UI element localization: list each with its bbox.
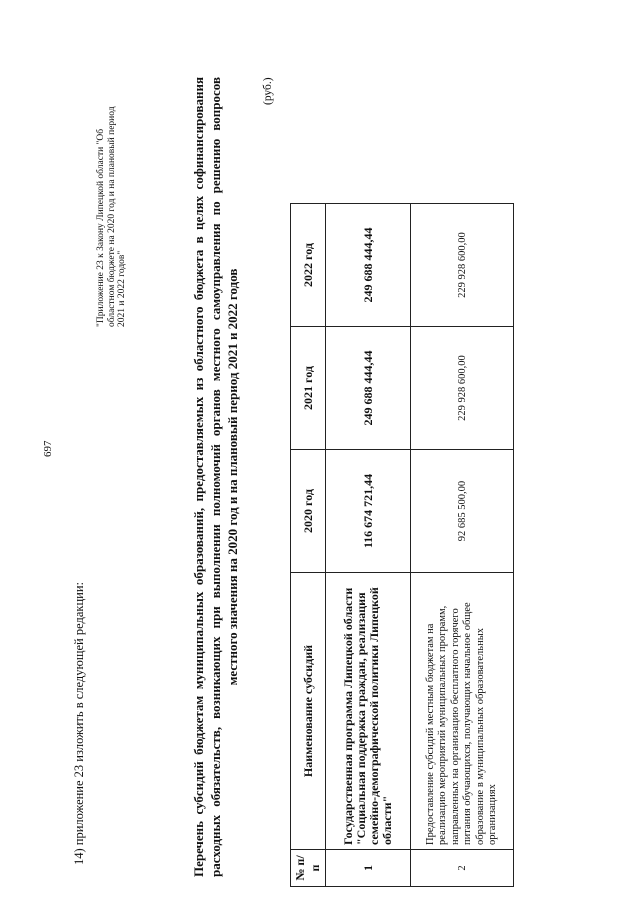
row-name: Государственная программа Липецкой области "Социальная поддержка граждан, реализация семейно-демографической политики Липецкой области"	[326, 573, 411, 850]
row-value-2021: 249 688 444,44	[326, 327, 411, 450]
row-value-2020: 92 685 500,00	[411, 450, 514, 573]
row-value-2021: 229 928 600,00	[411, 327, 514, 450]
header-2020: 2020 год	[291, 450, 326, 573]
subsidies-table	[290, 203, 514, 887]
header-name: Наименование субсидий	[291, 573, 326, 850]
row-value-2022: 249 688 444,44	[326, 204, 411, 327]
row-value-2022: 229 928 600,00	[411, 204, 514, 327]
document-title: Перечень субсидий бюджетам муниципальных образований, предоставляемых из областного бюджета в целях софинансирования расходных обязательств, возникающих при выполнении полномочий органов местного самоуправления по решению вопросов местного значения на 2020 год и на плановый период 2021 и 2022 годов	[191, 77, 240, 877]
row-value-2020: 116 674 721,44	[326, 450, 411, 573]
header-2022: 2022 год	[291, 204, 326, 327]
page-number: 697	[42, 440, 54, 457]
header-num: № п/п	[291, 850, 326, 887]
row-num: 1	[326, 850, 411, 887]
appendix-note: "Приложение 23 к Закону Липецкой области "Об областном бюджете на 2020 год и на плановый период 2021 и 2022 годов"	[96, 106, 127, 327]
intro-text: 14) приложение 23 изложить в следующей редакции:	[72, 582, 86, 865]
row-name: Предоставление субсидий местным бюджетам на реализацию мероприятий муниципальных программ, направленных на организацию бесплатного горячего питания обучающихся, получающих начальное общее образование в муниципальных образовательных организациях	[411, 573, 514, 850]
table-row	[326, 204, 411, 887]
unit-label: (руб.)	[262, 77, 274, 105]
row-num: 2	[411, 850, 514, 887]
table-row	[411, 204, 514, 887]
header-2021: 2021 год	[291, 327, 326, 450]
table-header-row	[291, 204, 326, 887]
